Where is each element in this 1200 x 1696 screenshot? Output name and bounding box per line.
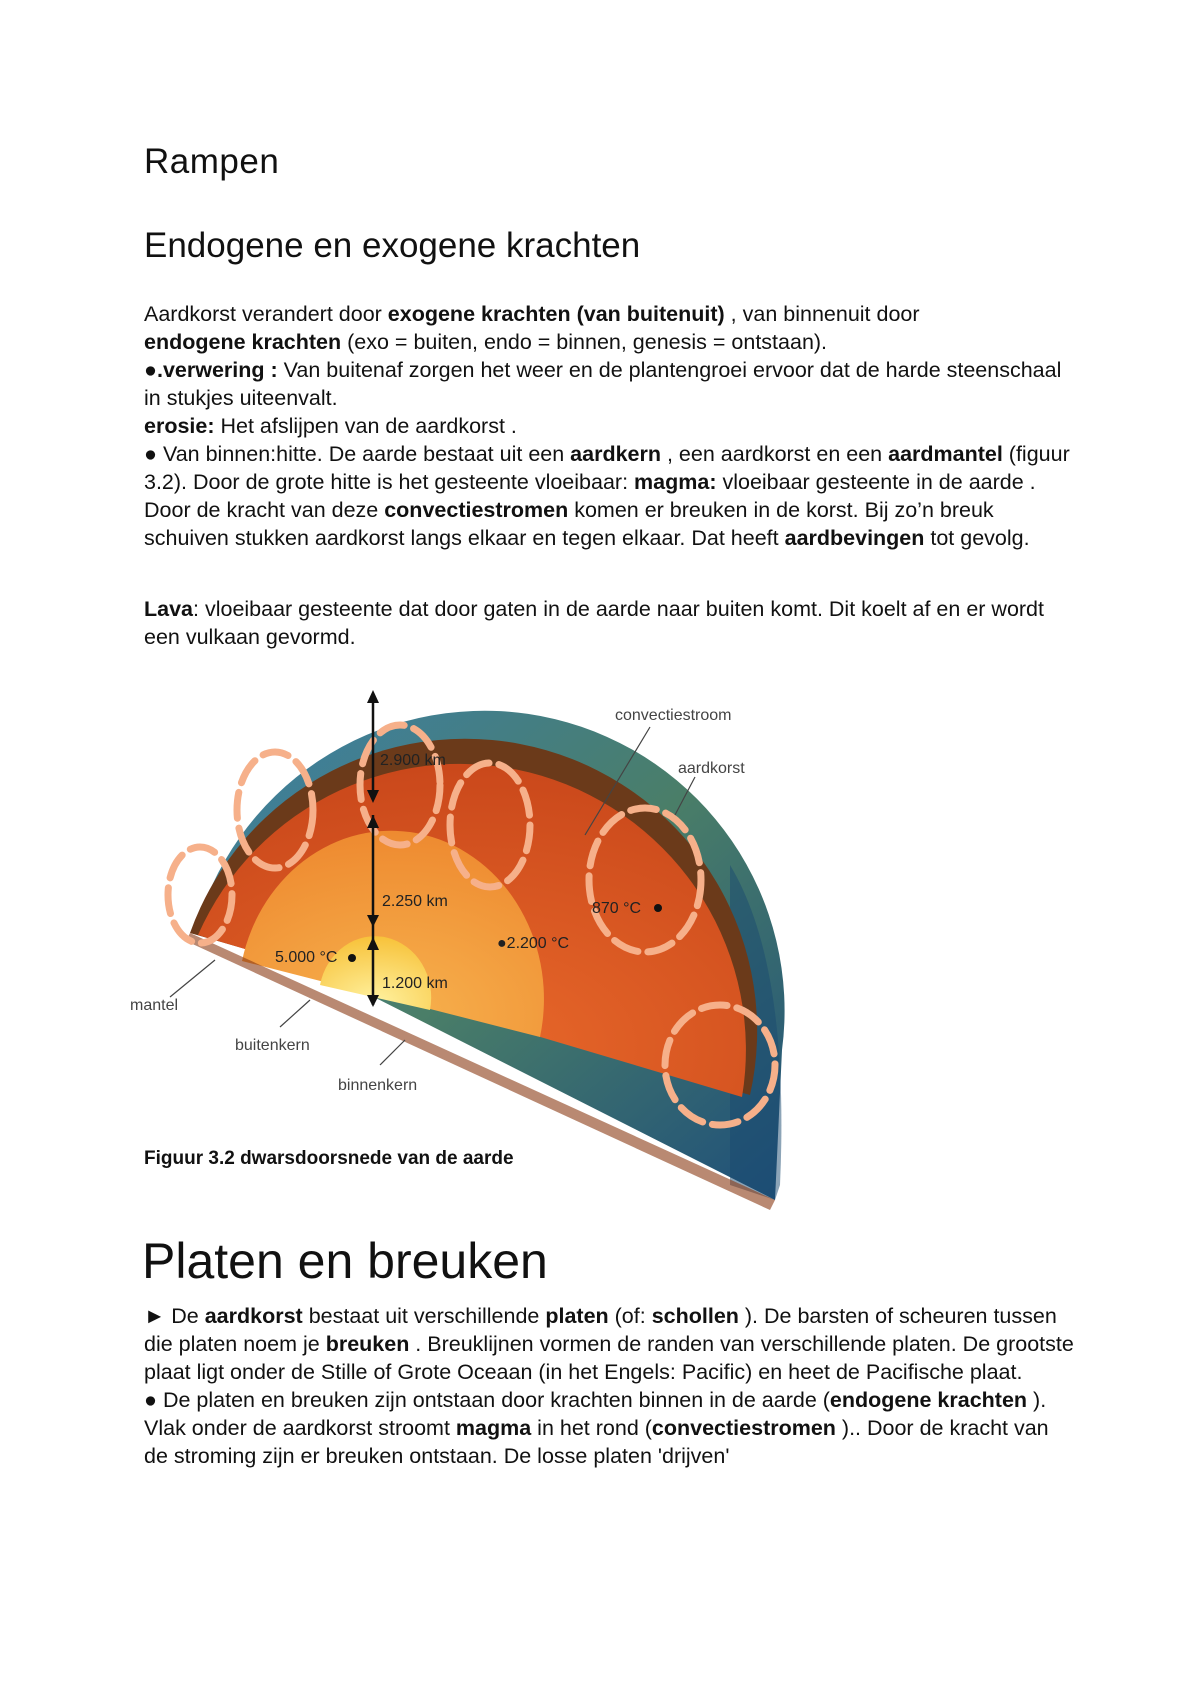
paragraph-krachten: Aardkorst verandert door exogene krachten (van buitenuit) , van binnenuit door endogene krachten (exo = buiten, endo = binnen, genesis = ontstaan). ●.verwering : Van buitenaf zorgen het weer en de plantengroei ervoor dat de harde steenschaal in stukjes uiteenvalt. erosie: Het afslijpen van de aardkorst . ● Van binnen:hitte. De aarde bestaat uit een aardkern , een aardkorst en een aardmantel (figuur 3.2). Door de grote hitte is het gesteente vloeibaar: magma: vloeibaar gesteente in de aarde . Door de kracht van deze convectiestromen komen er breuken in de korst. Bij zo’n breuk schuiven stukken aardkorst langs elkaar en tegen elkaar. Dat heeft aardbevingen tot gevolg. — [144, 302, 1070, 550]
label-binnenkern: binnenkern — [338, 1077, 418, 1094]
label-depth-2250: 2.250 km — [382, 893, 448, 910]
label-temp-870: 870 °C — [592, 900, 642, 917]
label-buitenkern: buitenkern — [235, 1037, 310, 1054]
section-heading-krachten: Endogene en exogene krachten — [144, 226, 641, 265]
label-mantel: mantel — [130, 997, 179, 1014]
label-aardkorst: aardkorst — [678, 760, 745, 777]
figure-caption: Figuur 3.2 dwarsdoorsnede van de aarde — [144, 1148, 514, 1169]
earth-cross-section-diagram — [130, 665, 800, 1225]
temp-dot-870 — [654, 904, 662, 912]
label-temp-2200: ●2.200 °C — [497, 935, 570, 952]
section-heading-platen: Platen en breuken — [142, 1233, 548, 1289]
paragraph-lava: Lava: vloeibaar gesteente dat door gaten in de aarde naar buiten komt. Dit koelt af en er wordt een vulkaan gevormd. — [144, 597, 1044, 649]
label-temp-5000: 5.000 °C — [275, 949, 338, 966]
label-convectiestroom: convectiestroom — [615, 707, 732, 724]
earth-cross-section-figure — [130, 665, 800, 1225]
label-depth-1200: 1.200 km — [382, 975, 448, 992]
temp-dot-5000 — [348, 954, 356, 962]
paragraph-platen: ► De aardkorst bestaat uit verschillende platen (of: schollen ). De barsten of scheuren tussen die platen noem je breuken . Breuklijnen vormen de randen van verschillende platen. De grootste plaat ligt onder de Stille of Grote Oceaan (in het Engels: Pacific) en heet de Pacifische plaat. ● De platen en breuken zijn ontstaan door krachten binnen in de aarde (endogene krachten ). Vlak onder de aardkorst stroomt magma in het rond (convectiestromen ).. Door de kracht van de stroming zijn er breuken ontstaan. De losse platen 'drijven' — [144, 1304, 1074, 1468]
label-depth-2900: 2.900 km — [380, 752, 446, 769]
document-title: Rampen — [144, 142, 280, 181]
